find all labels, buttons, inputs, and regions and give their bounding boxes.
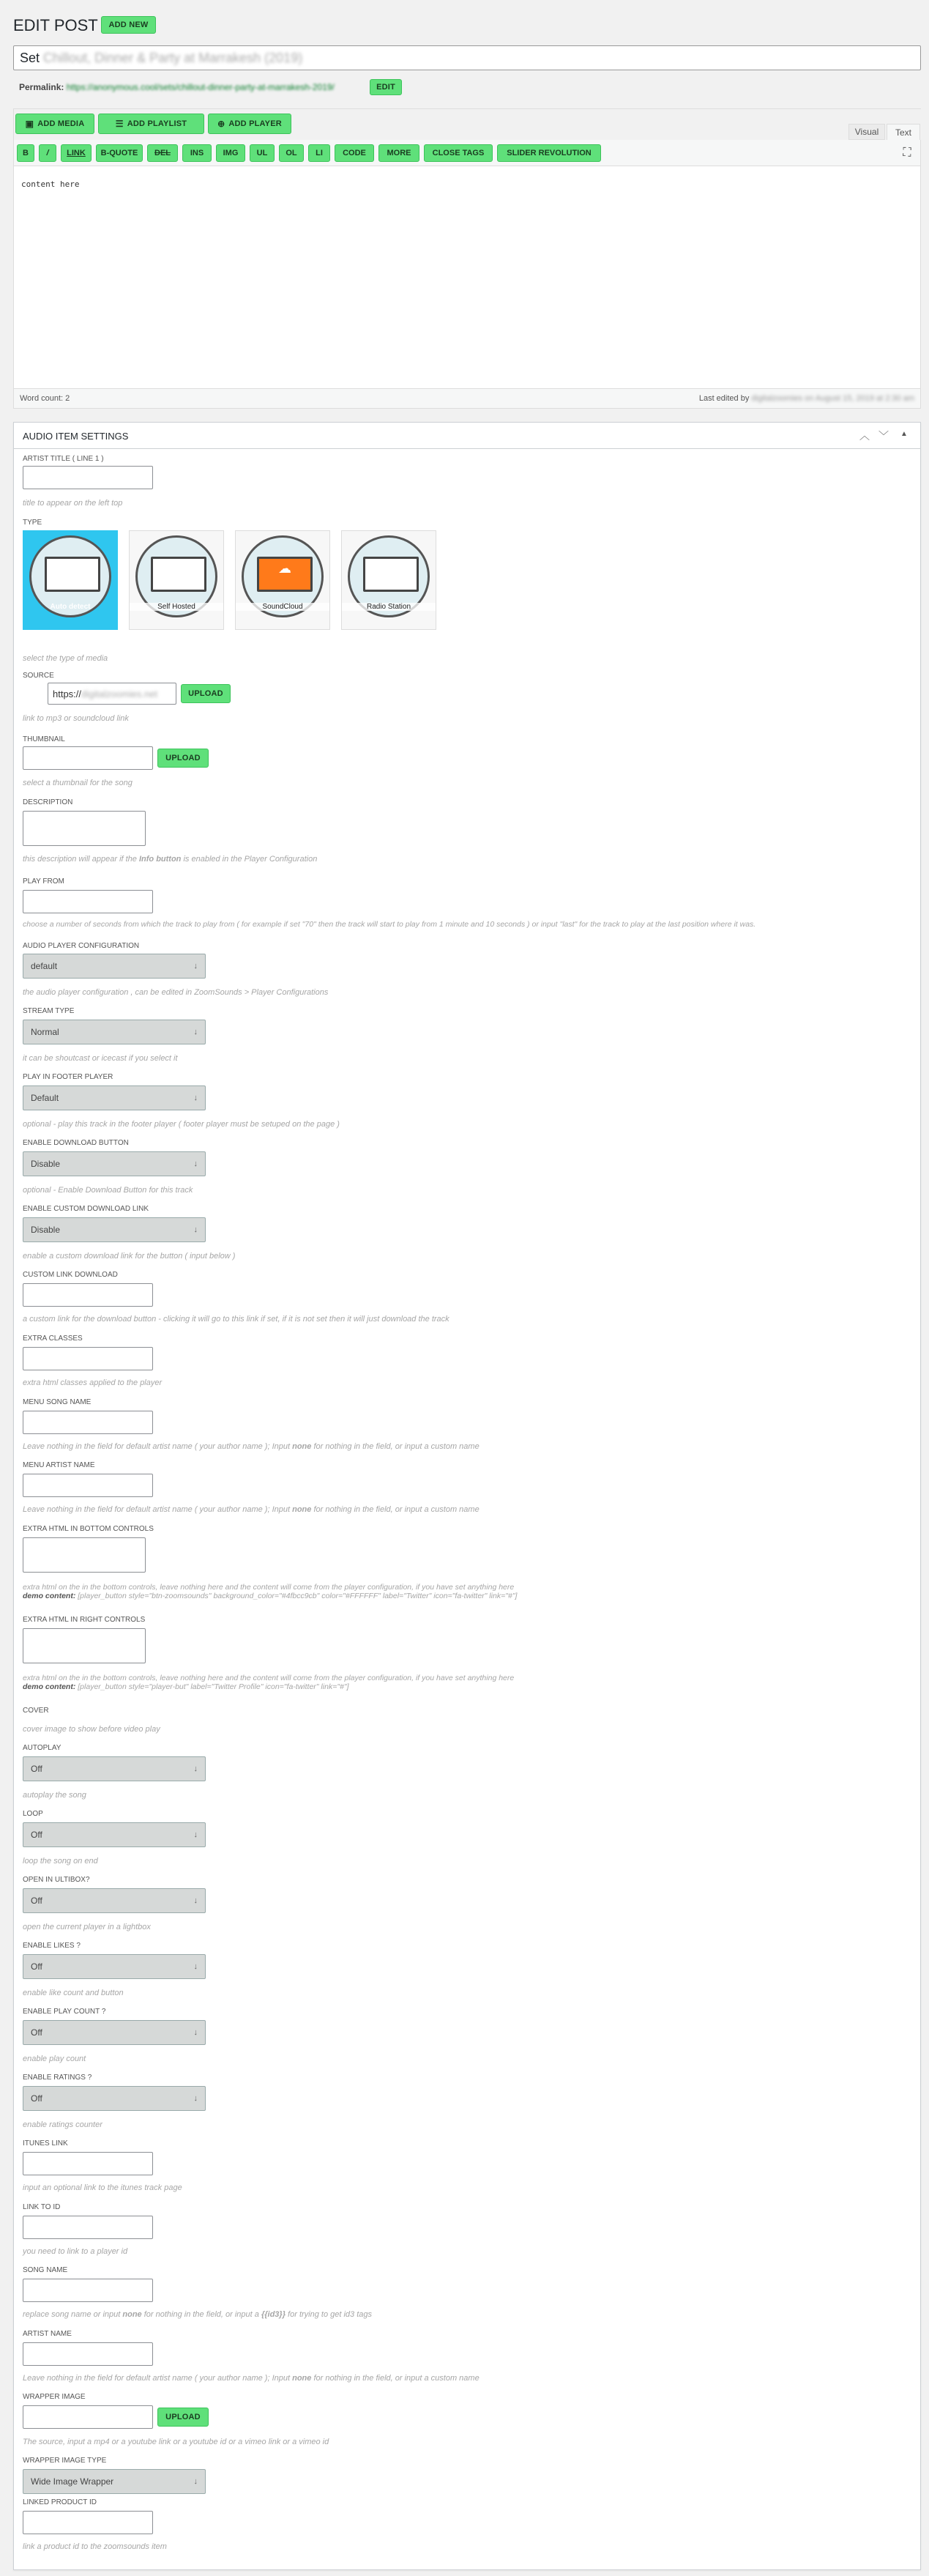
- autoplay-arrow-icon: ↓: [193, 1764, 198, 1773]
- likes-select[interactable]: [23, 1954, 206, 1979]
- footer-player-select[interactable]: [23, 1085, 206, 1110]
- wrapper-image-label: WRAPPER IMAGE: [23, 2393, 86, 2401]
- type-option-radio-station[interactable]: [341, 530, 436, 630]
- likes-value: Off: [31, 1961, 42, 1972]
- autoplay-help: autoplay the song: [23, 1791, 86, 1800]
- type-option-self-hosted[interactable]: [129, 530, 224, 630]
- ultibox-help: open the current player in a lightbox: [23, 1923, 151, 1931]
- last-edited-rest: digitalzoomies on August 15, 2019 at 2:30 am: [751, 394, 914, 403]
- tab-text[interactable]: Text: [887, 124, 920, 140]
- play-count-label: ENABLE PLAY COUNT ?: [23, 2008, 106, 2016]
- play-from-help: choose a number of seconds from which the track to play from ( for example if set "70" then the track will start to play from 1 minute and 10 seconds ) or input "last" for the track to play at the last position where it was.: [23, 920, 756, 929]
- extra-html-bottom-demo-code: [player_button style="btn-zoomsounds" background_color="#4fbcc9cb" color="#FFFFFF" label="Twitter" icon="fa-twitter" link="#"]: [78, 1592, 518, 1600]
- editor-status-bar: [14, 388, 920, 408]
- download-button-value: Disable: [31, 1159, 61, 1169]
- download-button-help: optional - Enable Download Button for this track: [23, 1186, 193, 1195]
- permalink-edit-button[interactable]: EDIT: [370, 79, 402, 95]
- artist-title-input[interactable]: [23, 466, 153, 489]
- source-upload-button[interactable]: UPLOAD: [181, 684, 231, 703]
- artist-name-help-1: Leave nothing in the field for default artist name ( your author name ); Input: [23, 2374, 291, 2383]
- song-name-help-bold: none: [122, 2310, 142, 2319]
- play-from-label: PLAY FROM: [23, 877, 64, 886]
- link-to-id-help: you need to link to a player id: [23, 2247, 128, 2256]
- source-label: SOURCE: [23, 672, 54, 680]
- footer-player-help: optional - play this track in the footer player ( footer player must be setuped on the page ): [23, 1120, 340, 1129]
- thumbnail-help: select a thumbnail for the song: [23, 779, 133, 787]
- extra-html-right-demo: [23, 1682, 349, 1691]
- download-button-select[interactable]: [23, 1151, 206, 1176]
- artist-name-input[interactable]: [23, 2342, 153, 2366]
- extra-html-bottom-textarea[interactable]: [23, 1537, 146, 1573]
- extra-html-right-demo-code: [player_button style="player-but" label="Twitter Profile" icon="fa-twitter" link="#"]: [78, 1682, 349, 1691]
- song-name-label: SONG NAME: [23, 2266, 68, 2274]
- type-option-soundcloud[interactable]: [235, 530, 330, 630]
- play-from-input[interactable]: [23, 890, 153, 913]
- last-edited: [699, 394, 914, 403]
- custom-link-download-input[interactable]: [23, 1283, 153, 1307]
- menu-artist-name-help: [23, 1505, 480, 1514]
- description-label: DESCRIPTION: [23, 798, 73, 806]
- play-count-select[interactable]: [23, 2020, 206, 2045]
- stream-type-help: it can be shoutcast or icecast if you select it: [23, 1054, 178, 1063]
- ratings-label: ENABLE RATINGS ?: [23, 2074, 92, 2082]
- play-count-value: Off: [31, 2027, 42, 2038]
- ultibox-arrow-icon: ↓: [193, 1896, 198, 1905]
- stream-type-label: STREAM TYPE: [23, 1007, 75, 1015]
- add-playlist-button[interactable]: [98, 114, 204, 134]
- menu-song-name-label: MENU SONG NAME: [23, 1398, 92, 1406]
- editor-wrap: [13, 108, 921, 409]
- custom-download-help: enable a custom download link for the button ( input below ): [23, 1252, 236, 1261]
- artist-title-help: title to appear on the left top: [23, 499, 123, 508]
- quicktags-toolbar: [14, 140, 920, 166]
- download-button-label: ENABLE DOWNLOAD BUTTON: [23, 1139, 129, 1147]
- tab-visual[interactable]: Visual: [848, 124, 885, 140]
- apc-select[interactable]: [23, 954, 206, 979]
- custom-link-download-help: a custom link for the download button - clicking it will go to this link if set, if it is not set then it will just download the track: [23, 1315, 449, 1324]
- source-value-blurred: digitalzoomies.net: [81, 688, 158, 699]
- permalink-row: [19, 79, 335, 95]
- apc-arrow-icon: ↓: [193, 962, 198, 970]
- type-help: select the type of media: [23, 654, 108, 663]
- add-media-button[interactable]: [15, 114, 94, 134]
- artist-name-help: [23, 2374, 480, 2383]
- post-title-rest: Chillout, Dinner & Party at Marrakesh (2019): [43, 50, 303, 65]
- loop-help: loop the song on end: [23, 1857, 98, 1866]
- song-name-help-3: for trying to get id3 tags: [288, 2310, 372, 2319]
- itunes-link-input[interactable]: [23, 2152, 153, 2175]
- song-name-input[interactable]: [23, 2279, 153, 2302]
- menu-song-name-help: [23, 1442, 480, 1451]
- ultibox-label: OPEN IN ULTIBOX?: [23, 1876, 90, 1884]
- add-new-button[interactable]: ADD NEW: [101, 16, 156, 34]
- cover-label: COVER: [23, 1707, 49, 1715]
- source-input[interactable]: [48, 683, 176, 705]
- description-help-2: is enabled in the Player Configuration: [183, 855, 318, 864]
- footer-player-value: Default: [31, 1093, 59, 1103]
- fullscreen-icon[interactable]: ⛶: [903, 146, 911, 159]
- player-icon: ⊕: [217, 119, 225, 129]
- menu-song-name-help-1: Leave nothing in the field for default artist name ( your author name ); Input: [23, 1442, 291, 1451]
- custom-download-select[interactable]: [23, 1217, 206, 1242]
- qt-code-button[interactable]: CODE: [335, 144, 374, 162]
- word-count: Word count: 2: [20, 394, 70, 403]
- extra-html-bottom-demo-label: demo content:: [23, 1592, 76, 1600]
- menu-artist-name-input[interactable]: [23, 1474, 153, 1497]
- post-title-prefix: Set: [20, 50, 40, 65]
- ultibox-value: Off: [31, 1896, 42, 1906]
- menu-song-name-help-bold: none: [292, 1442, 312, 1451]
- footer-player-label: PLAY IN FOOTER PLAYER: [23, 1073, 113, 1081]
- collapse-icon[interactable]: ▲: [900, 430, 908, 438]
- type-selector: [23, 530, 447, 633]
- type-option-auto-detect-label: Auto detect: [50, 603, 91, 611]
- ultibox-select[interactable]: [23, 1888, 206, 1913]
- extra-classes-input[interactable]: [23, 1347, 153, 1370]
- description-help: [23, 855, 317, 864]
- qt-bquote-button[interactable]: B-QUOTE: [96, 144, 143, 162]
- custom-download-label: ENABLE CUSTOM DOWNLOAD LINK: [23, 1205, 149, 1213]
- linked-product-help: link a product id to the zoomsounds item: [23, 2542, 167, 2551]
- settings-box-header[interactable]: [14, 423, 920, 449]
- artist-name-help-2: for nothing in the field, or input a custom name: [313, 2374, 480, 2383]
- autoplay-label: AUTOPLAY: [23, 1744, 61, 1752]
- artist-name-label: ARTIST NAME: [23, 2330, 72, 2338]
- add-player-label: ADD PLAYER: [228, 119, 282, 128]
- last-edited-prefix: Last edited by: [698, 394, 750, 403]
- wrapper-image-type-arrow-icon: ↓: [193, 2477, 198, 2486]
- custom-download-arrow-icon: ↓: [193, 1225, 198, 1234]
- likes-label: ENABLE LIKES ?: [23, 1942, 81, 1950]
- chevron-up-icon[interactable]: ︿: [859, 430, 870, 442]
- soundcloud-icon: ☁: [242, 535, 324, 617]
- loop-label: LOOP: [23, 1810, 43, 1818]
- extra-html-right-demo-label: demo content:: [23, 1682, 76, 1691]
- play-count-arrow-icon: ↓: [193, 2028, 198, 2037]
- thumbnail-label: THUMBNAIL: [23, 735, 65, 743]
- wrapper-image-type-label: WRAPPER IMAGE TYPE: [23, 2457, 107, 2465]
- qt-li-button[interactable]: LI: [308, 144, 330, 162]
- menu-song-name-help-2: for nothing in the field, or input a custom name: [313, 1442, 480, 1451]
- song-name-help-1: replace song name or input: [23, 2310, 121, 2319]
- extra-html-right-textarea[interactable]: [23, 1628, 146, 1663]
- type-option-soundcloud-label: SoundCloud: [236, 603, 329, 611]
- play-count-help: enable play count: [23, 2055, 86, 2063]
- likes-arrow-icon: ↓: [193, 1962, 198, 1971]
- source-help: link to mp3 or soundcloud link: [23, 714, 129, 723]
- description-help-bold: Info button: [138, 855, 182, 864]
- type-option-auto-detect[interactable]: [23, 530, 118, 630]
- type-label: TYPE: [23, 519, 42, 527]
- extra-classes-label: EXTRA CLASSES: [23, 1335, 83, 1343]
- extra-html-right-help: extra html on the in the bottom controls, leave nothing here and the content will come from the player configuration, if you have set anything here: [23, 1674, 515, 1682]
- qt-ins-button[interactable]: INS: [182, 144, 212, 162]
- qt-del-button[interactable]: DEL: [147, 144, 178, 162]
- page-title: EDIT POST: [13, 16, 98, 34]
- linked-product-label: LINKED PRODUCT ID: [23, 2498, 97, 2506]
- source-value: https://: [53, 688, 82, 699]
- qt-close-tags-button[interactable]: CLOSE TAGS: [424, 144, 493, 162]
- ratings-value: Off: [31, 2093, 42, 2104]
- add-player-button[interactable]: [208, 114, 291, 134]
- playlist-icon: ☰: [115, 119, 124, 129]
- link-to-id-label: LINK TO ID: [23, 2203, 61, 2211]
- settings-box-title: AUDIO ITEM SETTINGS: [23, 431, 129, 442]
- ratings-arrow-icon: ↓: [193, 2094, 198, 2103]
- audio-settings-box: [13, 422, 921, 2570]
- itunes-link-label: ITUNES LINK: [23, 2139, 68, 2148]
- ratings-help: enable ratings counter: [23, 2120, 102, 2129]
- thumbnail-input[interactable]: [23, 746, 153, 770]
- extra-html-bottom-label: EXTRA HTML IN BOTTOM CONTROLS: [23, 1525, 154, 1533]
- description-textarea[interactable]: [23, 811, 146, 846]
- qt-ol-button[interactable]: OL: [279, 144, 304, 162]
- ratings-select[interactable]: [23, 2086, 206, 2111]
- post-title-input[interactable]: [13, 45, 921, 70]
- extra-html-bottom-demo: [23, 1592, 517, 1600]
- autoplay-value: Off: [31, 1764, 42, 1774]
- qt-slider-revolution-button[interactable]: SLIDER REVOLUTION: [497, 144, 601, 162]
- wrapper-image-upload-button[interactable]: UPLOAD: [157, 2408, 209, 2427]
- download-button-arrow-icon: ↓: [193, 1159, 198, 1168]
- artist-name-help-bold: none: [292, 2374, 312, 2383]
- song-name-help: [23, 2310, 372, 2319]
- add-media-label: ADD MEDIA: [37, 119, 85, 128]
- extra-html-bottom-help: extra html on the in the bottom controls, leave nothing here and the content will come from the player configuration, if you have set anything here: [23, 1583, 515, 1592]
- autoplay-select[interactable]: [23, 1756, 206, 1781]
- artist-title-label: ARTIST TITLE ( LINE 1 ): [23, 455, 104, 463]
- menu-artist-name-help-2: for nothing in the field, or input a custom name: [313, 1505, 480, 1514]
- loop-select[interactable]: [23, 1822, 206, 1847]
- wrapper-image-type-select[interactable]: [23, 2469, 206, 2494]
- chevron-down-icon[interactable]: ﹀: [878, 430, 889, 442]
- apc-value: default: [31, 961, 58, 971]
- qt-img-button[interactable]: IMG: [216, 144, 245, 162]
- linked-product-input[interactable]: [23, 2511, 153, 2534]
- song-name-help-2: for nothing in the field, or input a: [143, 2310, 259, 2319]
- type-option-self-hosted-label: Self Hosted: [130, 603, 223, 611]
- likes-help: enable like count and button: [23, 1989, 124, 1997]
- apc-help: the audio player configuration , can be edited in ZoomSounds > Player Configurations: [23, 988, 329, 997]
- custom-link-download-label: CUSTOM LINK DOWNLOAD: [23, 1271, 118, 1279]
- footer-player-arrow-icon: ↓: [193, 1094, 198, 1102]
- qt-more-button[interactable]: MORE: [378, 144, 419, 162]
- stream-type-select[interactable]: [23, 1020, 206, 1044]
- wrapper-image-type-value: Wide Image Wrapper: [31, 2476, 114, 2487]
- itunes-link-help: input an optional link to the itunes track page: [23, 2183, 182, 2192]
- stream-type-arrow-icon: ↓: [193, 1028, 198, 1036]
- menu-artist-name-help-1: Leave nothing in the field for default artist name ( your author name ); Input: [23, 1505, 291, 1514]
- stream-type-value: Normal: [31, 1027, 59, 1037]
- menu-song-name-input[interactable]: [23, 1411, 153, 1434]
- permalink-url[interactable]: https://anonymous.cool/sets/chillout-dinner-party-at-marrakesh-2019/: [66, 82, 335, 92]
- content-textarea[interactable]: content here: [21, 179, 80, 189]
- menu-artist-name-label: MENU ARTIST NAME: [23, 1461, 95, 1469]
- extra-classes-help: extra html classes applied to the player: [23, 1378, 163, 1387]
- loop-value: Off: [31, 1830, 42, 1840]
- cover-help: cover image to show before video play: [23, 1725, 160, 1734]
- add-playlist-label: ADD PLAYLIST: [127, 119, 187, 128]
- description-help-1: this description will appear if the: [23, 855, 137, 864]
- wrapper-image-help: The source, input a mp4 or a youtube link or a youtube id or a vimeo link or a vimeo id: [23, 2438, 329, 2446]
- type-option-radio-station-label: Radio Station: [342, 603, 436, 611]
- qt-bold-button[interactable]: B: [17, 144, 34, 162]
- qt-italic-button[interactable]: /: [39, 144, 56, 162]
- loop-arrow-icon: ↓: [193, 1830, 198, 1839]
- qt-link-button[interactable]: LINK: [61, 144, 92, 162]
- permalink-label: Permalink:: [19, 82, 64, 92]
- media-icon: ▣: [25, 119, 34, 129]
- menu-artist-name-help-bold: none: [292, 1505, 312, 1514]
- thumbnail-upload-button[interactable]: UPLOAD: [157, 749, 209, 768]
- extra-html-right-label: EXTRA HTML IN RIGHT CONTROLS: [23, 1616, 146, 1624]
- wrapper-image-input[interactable]: [23, 2405, 153, 2429]
- qt-ul-button[interactable]: UL: [250, 144, 275, 162]
- apc-label: AUDIO PLAYER CONFIGURATION: [23, 942, 140, 950]
- link-to-id-input[interactable]: [23, 2216, 153, 2239]
- song-name-help-bold-2: {{id3}}: [261, 2310, 286, 2319]
- custom-download-value: Disable: [31, 1225, 61, 1235]
